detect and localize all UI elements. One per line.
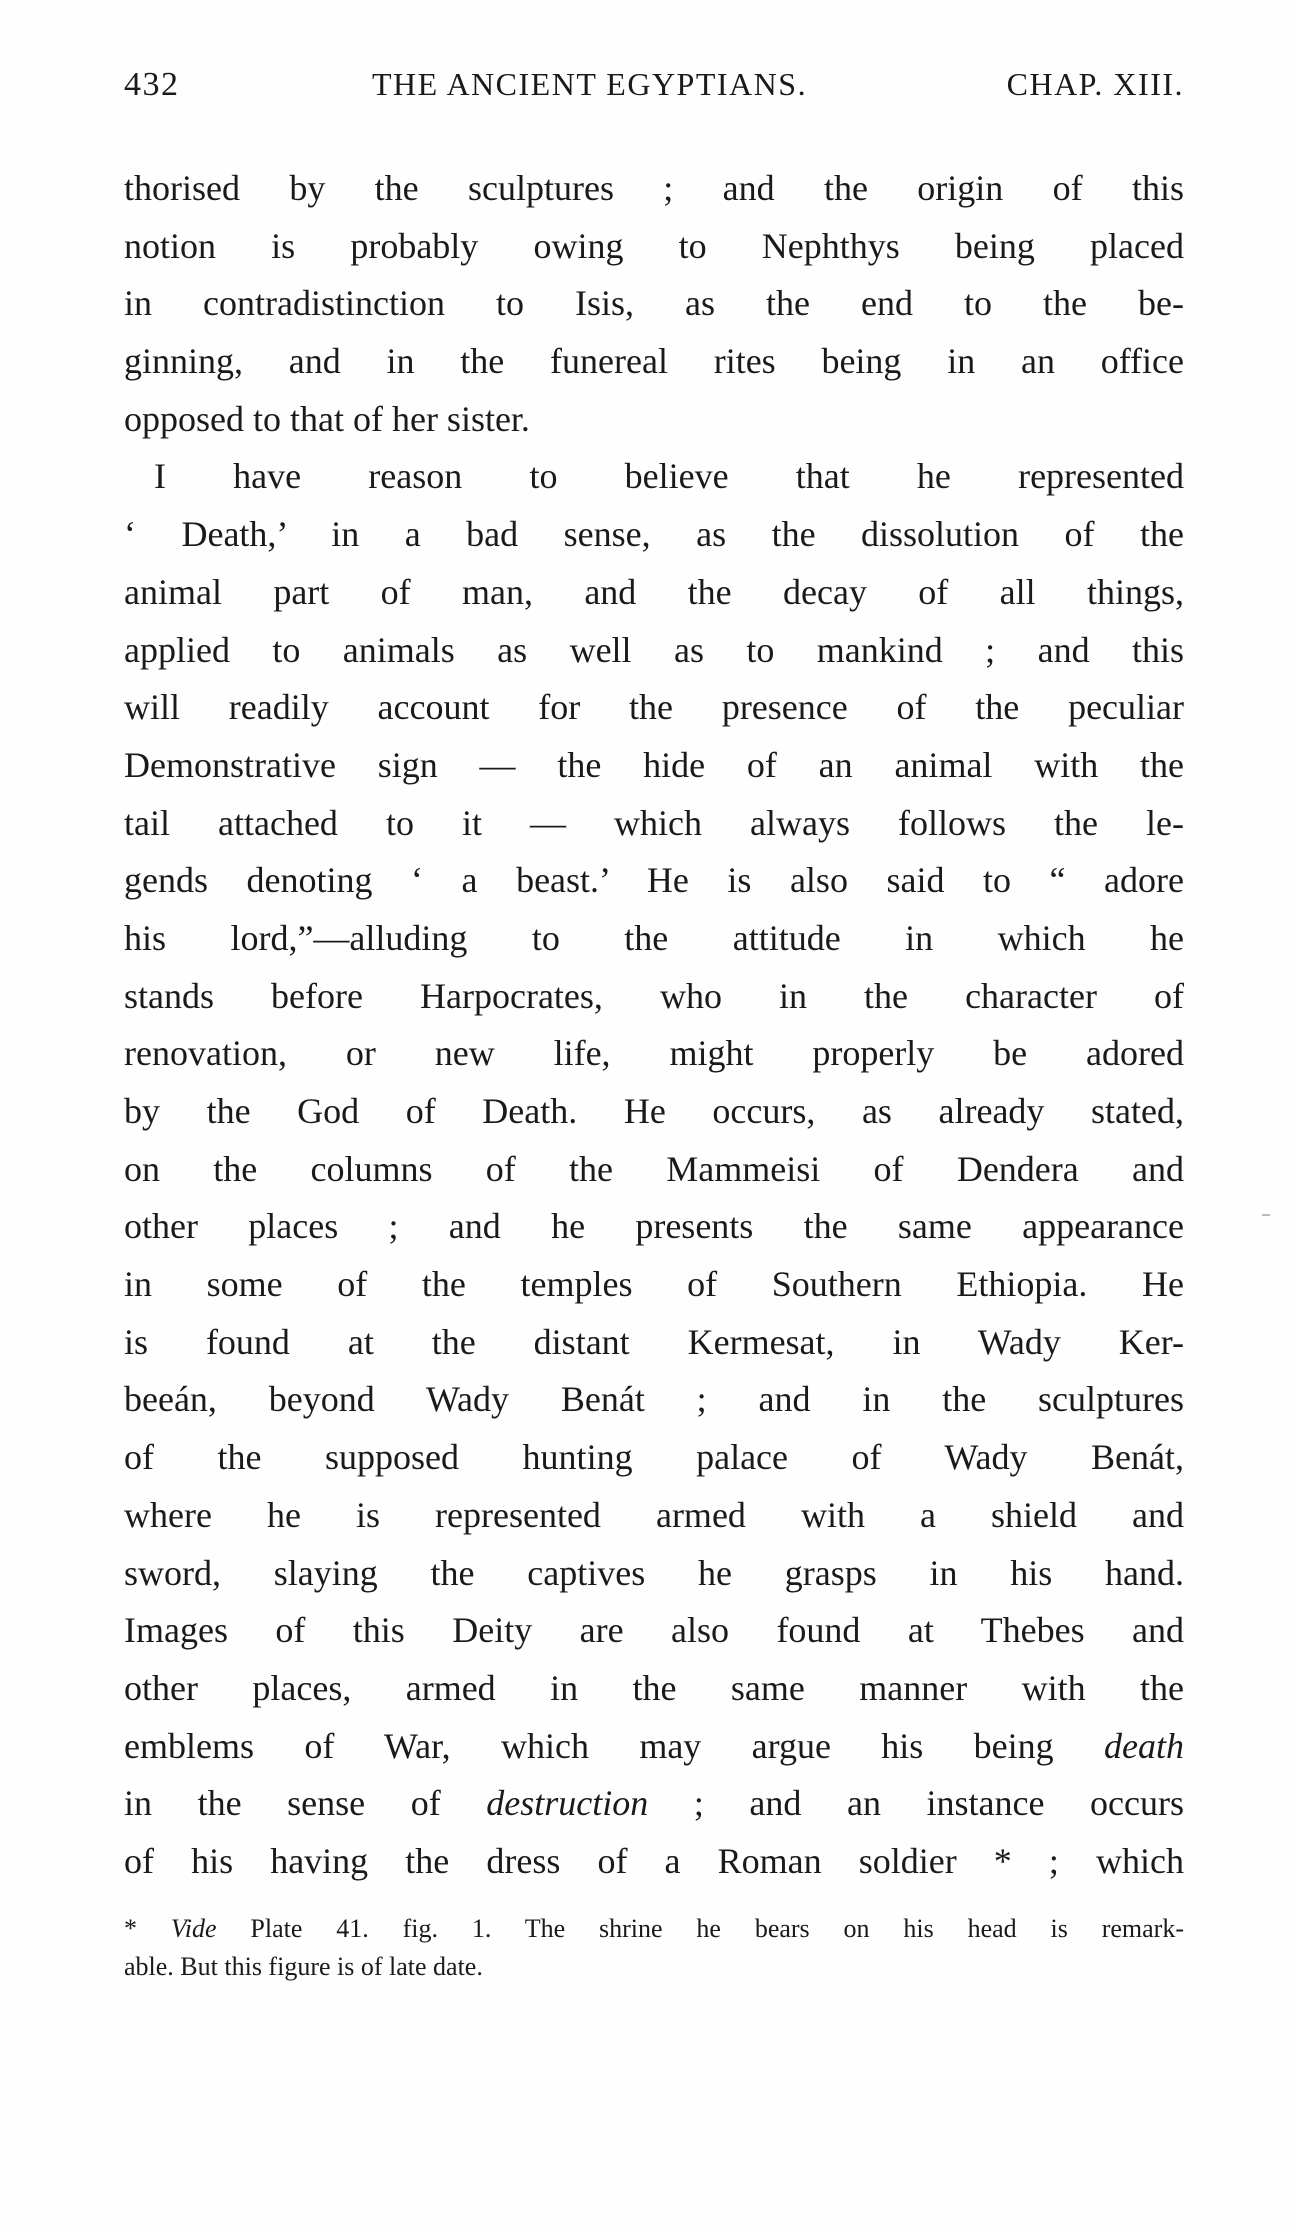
italic-destruction: destruction bbox=[486, 1783, 649, 1824]
text-line: by the God of Death. He occurs, as already stated, bbox=[124, 1091, 1184, 1131]
text-line: other places, armed in the same manner with the bbox=[124, 1667, 1184, 1708]
text-line: applied to animals as well as to mankind ; and this bbox=[124, 629, 1184, 670]
text-line: thorised by the sculptures ; and the origin of this bbox=[124, 168, 1184, 208]
text-line: renovation, or new life, might properly be adored bbox=[124, 1033, 1184, 1074]
text-line: where he is represented armed with a shield and bbox=[124, 1494, 1184, 1535]
text-line: of his having the dress of a Roman soldier * ; which bbox=[124, 1840, 1184, 1881]
footnote-marker: * bbox=[124, 1914, 137, 1943]
text-line: Demonstrative sign — the hide of an animal with the bbox=[124, 744, 1184, 785]
text-line: opposed to that of her sister. bbox=[124, 398, 530, 439]
text-line: animal part of man, and the decay of all things, bbox=[124, 571, 1184, 612]
footnote-line bbox=[124, 1910, 1184, 1948]
text-run: in the sense of bbox=[124, 1783, 487, 1824]
text-line: sword, slaying the captives he grasps in his hand. bbox=[124, 1552, 1184, 1593]
text-line: stands before Harpocrates, who in the character of bbox=[124, 975, 1184, 1016]
text-line: on the columns of the Mammeisi of Dendera and bbox=[124, 1148, 1184, 1189]
text-line: in contradistinction to Isis, as the end to the be- bbox=[124, 283, 1184, 324]
text-line: of the supposed hunting palace of Wady Benát, bbox=[124, 1437, 1184, 1478]
footnote-line: able. But this figure is of late date. bbox=[124, 1952, 483, 1981]
page-number: 432 bbox=[124, 66, 180, 103]
italic-death: death bbox=[1104, 1725, 1184, 1766]
footnote-vide: Vide bbox=[170, 1914, 217, 1943]
footnote-text: Plate 41. fig. 1. The shrine he bears on his head is remark- bbox=[216, 1914, 1184, 1943]
text-line: other places ; and he presents the same appearance bbox=[124, 1206, 1184, 1247]
text-line bbox=[124, 1718, 1184, 1776]
paragraph-start-line: I have reason to believe that he represented bbox=[154, 456, 1184, 497]
text-line: Images of this Deity are also found at Thebes and bbox=[124, 1610, 1184, 1651]
body-text bbox=[124, 160, 1184, 1891]
text-line: ginning, and in the funereal rites being in an office bbox=[124, 341, 1184, 382]
text-line: his lord,”—alluding to the attitude in which he bbox=[124, 917, 1184, 958]
margin-dash bbox=[1262, 1214, 1270, 1216]
text-run: emblems of War, which may argue his being bbox=[124, 1725, 1105, 1766]
text-line bbox=[124, 1775, 1184, 1833]
text-line: will readily account for the presence of the peculiar bbox=[124, 687, 1184, 728]
text-run: ; and an instance occurs bbox=[648, 1783, 1184, 1824]
running-head bbox=[124, 66, 1184, 112]
text-line: gends denoting ‘ a beast.’ He is also said to “ adore bbox=[124, 860, 1184, 901]
text-line: tail attached to it — which always follows the le- bbox=[124, 802, 1184, 843]
text-line: in some of the temples of Southern Ethiopia. He bbox=[124, 1264, 1184, 1305]
running-title: THE ANCIENT EGYPTIANS. bbox=[372, 66, 808, 102]
text-line: is found at the distant Kermesat, in Wady Ker- bbox=[124, 1321, 1184, 1362]
text-line: beeán, beyond Wady Benát ; and in the sculptures bbox=[124, 1379, 1184, 1420]
text-line: notion is probably owing to Nephthys being placed bbox=[124, 225, 1184, 266]
chapter-label: CHAP. XIII. bbox=[1006, 66, 1184, 102]
text-line: ‘ Death,’ in a bad sense, as the dissolution of the bbox=[124, 514, 1184, 555]
footnote bbox=[124, 1910, 1184, 1986]
